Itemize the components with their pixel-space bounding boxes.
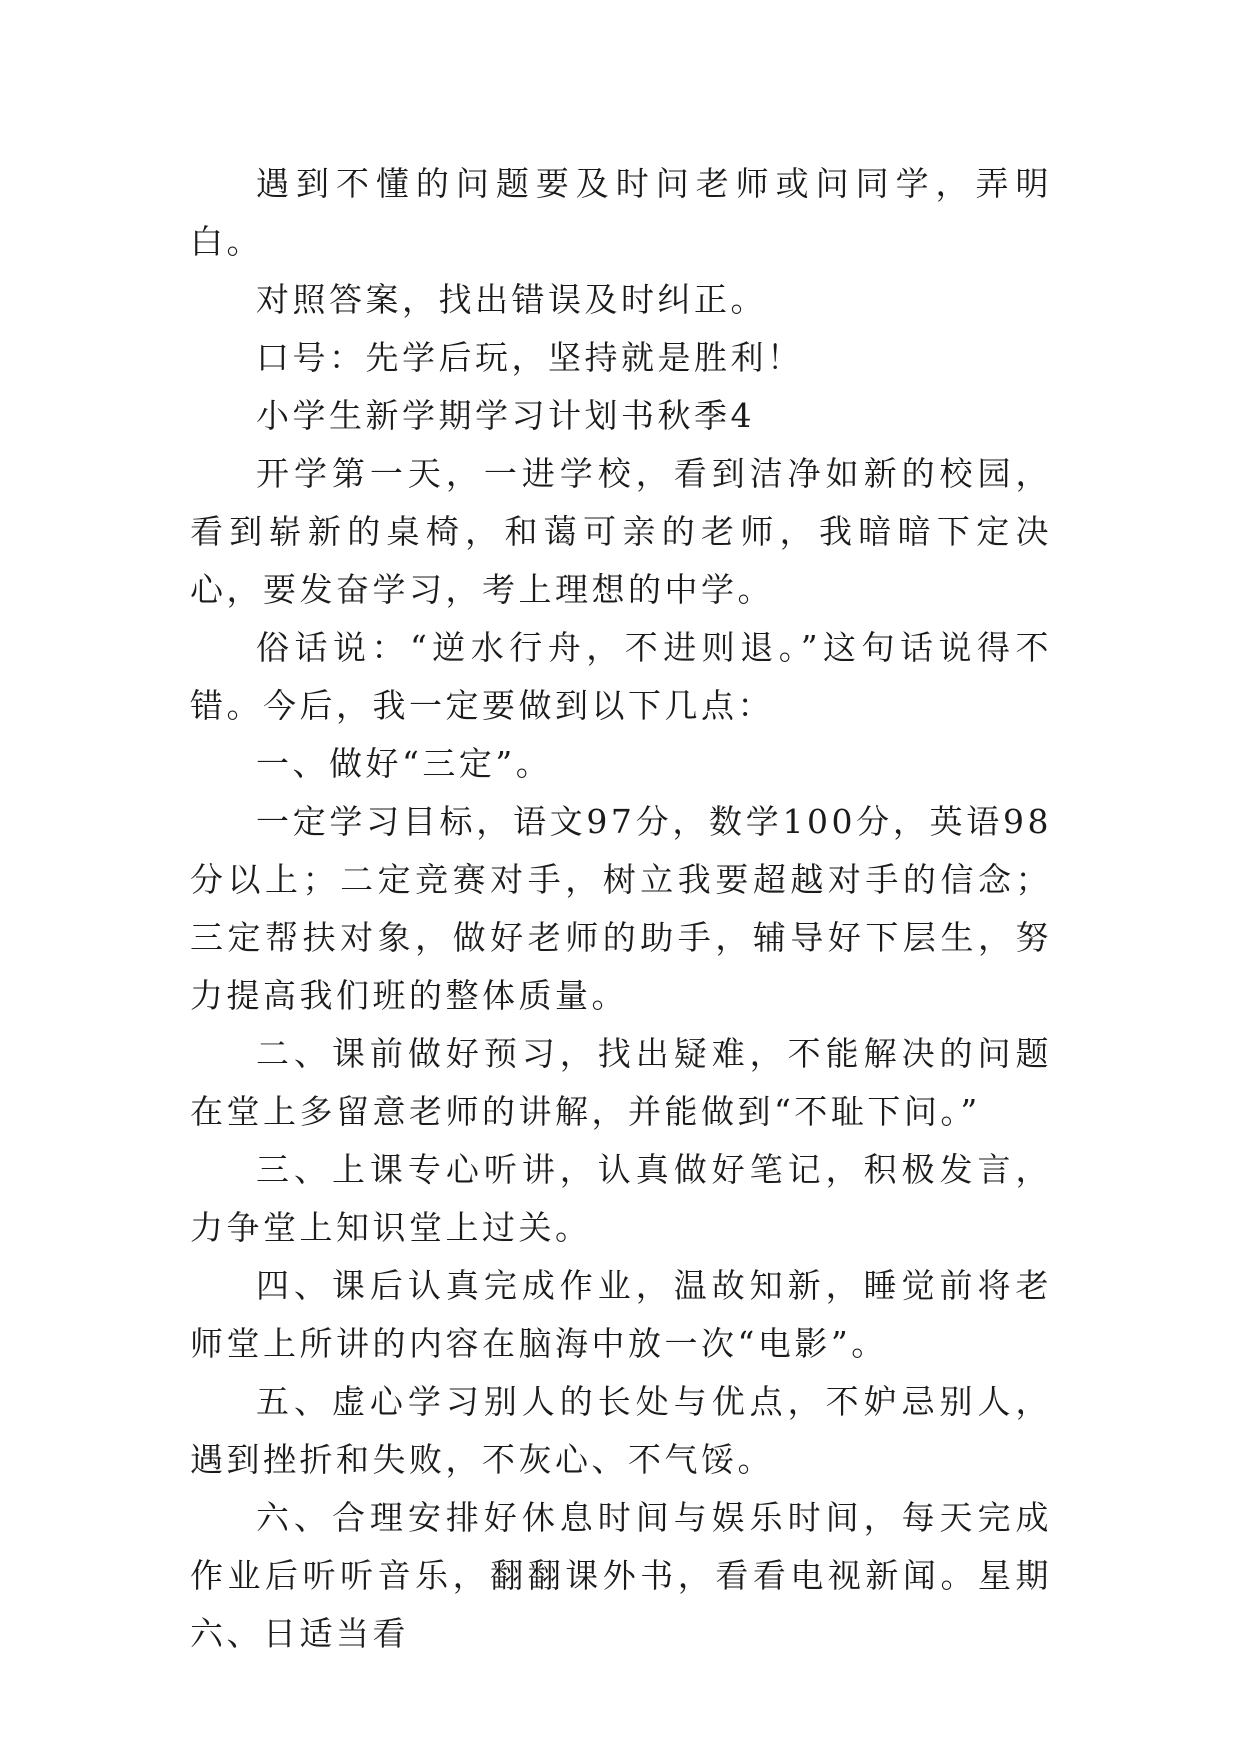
section-heading: 小学生新学期学习计划书秋季4	[256, 396, 755, 435]
paragraph-13: 六、合理安排好休息时间与娱乐时间，每天完成作业后听听音乐，翻翻课外书，看看电视新闻。星期六、日适当看	[190, 1498, 1052, 1653]
paragraph-10: 三、上课专心听讲，认真做好笔记，积极发言，力争堂上知识堂上过关。	[190, 1150, 1052, 1247]
paragraph-11: 四、课后认真完成作业，温故知新，睡觉前将老师堂上所讲的内容在脑海中放一次“电影”。	[190, 1266, 1052, 1363]
paragraph-9: 二、课前做好预习，找出疑难，不能解决的问题在堂上多留意老师的讲解，并能做到“不耻下问。”	[190, 1034, 1052, 1131]
paragraph-7: 一、做好“三定”。	[256, 744, 553, 783]
paragraph-2: 对照答案，找出错误及时纠正。	[256, 280, 767, 319]
paragraph-1: 遇到不懂的问题要及时问老师或问同学，弄明白。	[190, 164, 1052, 261]
paragraph-3: 口号：先学后玩，坚持就是胜利！	[256, 338, 804, 377]
paragraph-12: 五、虚心学习别人的长处与优点，不妒忌别人，遇到挫折和失败，不灰心、不气馁。	[190, 1382, 1052, 1479]
paragraph-5: 开学第一天，一进学校，看到洁净如新的校园，看到崭新的桌椅，和蔼可亲的老师，我暗暗下定决心，要发奋学习，考上理想的中学。	[190, 454, 1052, 609]
document-body	[190, 155, 1052, 1663]
paragraph-6: 俗话说：“逆水行舟，不进则退。”这句话说得不错。今后，我一定要做到以下几点：	[190, 628, 1052, 725]
paragraph-8: 一定学习目标，语文97分，数学100分，英语98分以上；二定竞赛对手，树立我要超越对手的信念；三定帮扶对象，做好老师的助手，辅导好下层生，努力提高我们班的整体质量。	[190, 802, 1052, 1015]
